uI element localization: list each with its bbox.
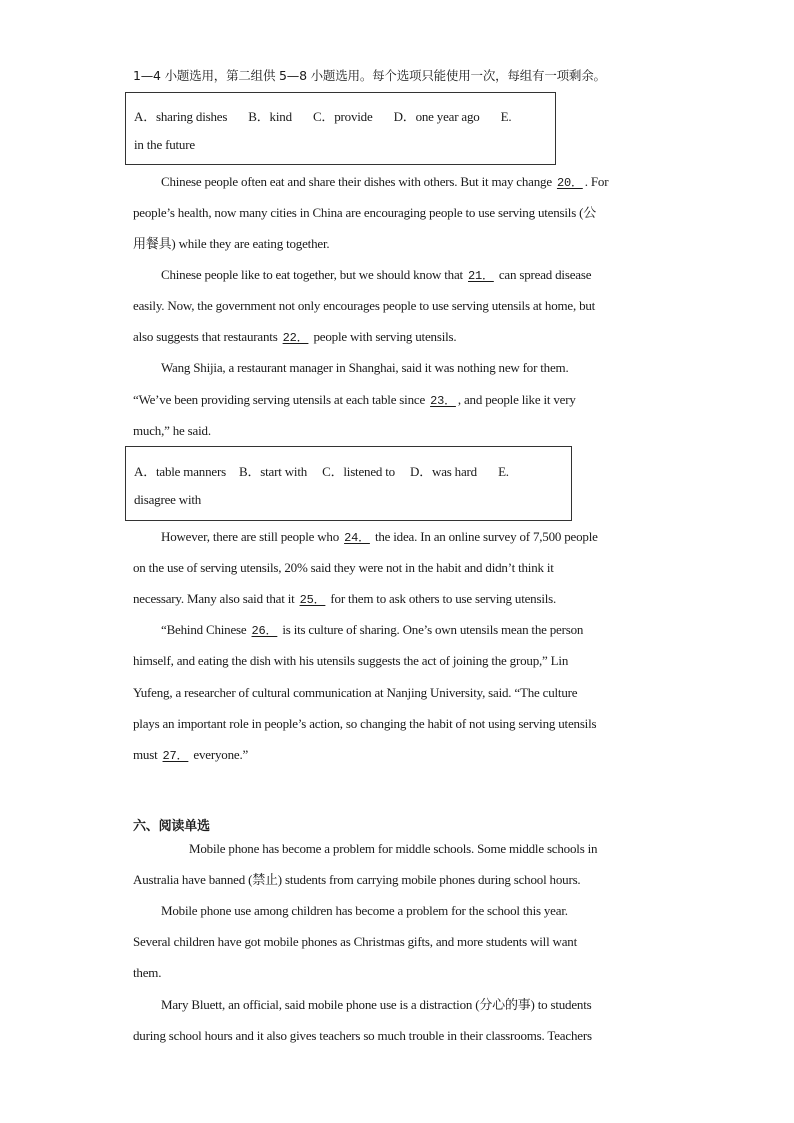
passage1-line4: Chinese people like to eat together, but we should know that 21． can spread disease <box>161 267 592 283</box>
option-b: B．kind <box>248 109 292 124</box>
blank-21[interactable]: 21． <box>468 269 494 283</box>
reading-line1: Mobile phone has become a problem for middle schools. Some middle schools in <box>189 841 598 856</box>
blank-20[interactable]: 20． <box>556 176 583 190</box>
passage2-line5: himself, and eating the dish with his utensils suggests the act of joining the group,” Lin <box>133 653 569 668</box>
passage1-line9: much,” he said. <box>133 423 211 438</box>
passage2-line1: However, there are still people who 24． the idea. In an online survey of 7,500 people <box>161 529 598 545</box>
passage1-line7: Wang Shijia, a restaurant manager in Shanghai, said it was nothing new for them. <box>161 360 569 375</box>
option-a: A．table manners <box>134 464 226 479</box>
reading-line3: Mobile phone use among children has become a problem for the school this year. <box>161 903 568 918</box>
option-d: D．one year ago <box>393 109 480 124</box>
passage1-line8: “We’ve been providing serving utensils at each table since 23． , and people like it very <box>133 392 576 408</box>
instruction-line: 1—4 小题选用，第二组供 5—8 小题选用。每个选项只能使用一次，每组有一项剩余。 <box>133 68 606 83</box>
option-e-text: disagree with <box>134 492 202 507</box>
blank-26[interactable]: 26． <box>251 624 278 638</box>
blank-22[interactable]: 22． <box>282 331 309 345</box>
blank-24[interactable]: 24． <box>344 531 370 545</box>
options-row-1 <box>134 106 529 125</box>
blank-27[interactable]: 27． <box>162 749 189 763</box>
passage1-line1: Chinese people often eat and share their dishes with others. But it may change 20． . For <box>161 174 609 190</box>
passage2-line6: Yufeng, a researcher of cultural communication at Nanjing University, said. “The culture <box>133 685 578 700</box>
passage2-line7: plays an important role in people’s action, so changing the habit of not using serving utensils <box>133 716 597 731</box>
blank-25[interactable]: 25． <box>299 593 326 607</box>
passage1-line6: also suggests that restaurants 22． people with serving utensils. <box>133 329 457 345</box>
passage1-line5: easily. Now, the government not only encourages people to use serving utensils at home, but <box>133 298 596 313</box>
option-b: B．start with <box>239 464 308 479</box>
option-c: C．provide <box>312 109 373 124</box>
passage2-line4: “Behind Chinese 26． is its culture of sharing. One’s own utensils mean the person <box>161 622 584 638</box>
options-box-2 <box>125 446 572 521</box>
option-a: A．sharing dishes <box>134 109 228 124</box>
option-e: E. <box>498 464 509 479</box>
passage1-line2: people’s health, now many cities in China are encouraging people to use serving utensils (公 <box>133 205 597 220</box>
option-e: E. <box>500 109 512 124</box>
reading-line2: Australia have banned (禁止) students from carrying mobile phones during school hours. <box>133 872 581 887</box>
section-heading: 六、阅读单选 <box>133 819 210 834</box>
blank-23[interactable]: 23． <box>430 394 456 408</box>
reading-line7: during school hours and it also gives teachers so much trouble in their classrooms. Teachers <box>133 1028 592 1043</box>
reading-line4: Several children have got mobile phones as Christmas gifts, and more students will want <box>133 934 578 949</box>
option-c: C．listened to <box>322 464 395 479</box>
passage1-line3: 用餐具) while they are eating together. <box>133 236 330 251</box>
reading-line6: Mary Bluett, an official, said mobile phone use is a distraction (分心的事) to students <box>161 997 592 1012</box>
passage2-line2: on the use of serving utensils, 20% said they were not in the habit and didn’t think it <box>133 560 554 575</box>
passage2-line3: necessary. Many also said that it 25． for them to ask others to use serving utensils. <box>133 591 557 607</box>
option-d: D．was hard <box>410 464 477 479</box>
passage2-line8: must 27． everyone.” <box>133 747 249 763</box>
option-e-text: in the future <box>134 137 195 152</box>
options-box-1 <box>125 92 556 165</box>
reading-line5: them. <box>133 965 162 980</box>
options-row-2 <box>134 461 527 480</box>
